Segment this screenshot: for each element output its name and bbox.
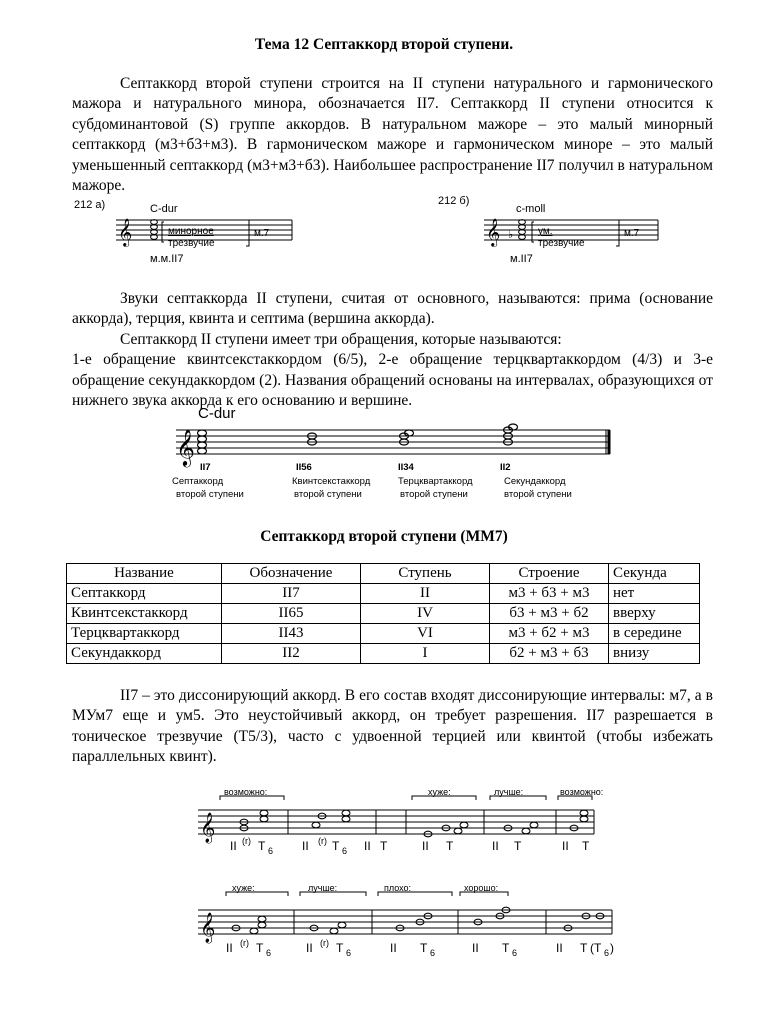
table-cell: Терцквартаккорд	[67, 624, 222, 644]
chord-symbol-4: II2	[500, 462, 511, 473]
example-label: хуже:	[232, 883, 255, 893]
table-cell: II7	[222, 584, 361, 604]
chord-label-1b: второй ступени	[176, 489, 244, 500]
table-row	[67, 624, 700, 644]
svg-text:T: T	[580, 941, 588, 955]
chord-symbol-1: II7	[200, 462, 211, 473]
example-row-1	[196, 784, 604, 866]
table-cell: VI	[361, 624, 490, 644]
example-212b-label1: ум.	[538, 226, 553, 237]
table-cell: IV	[361, 604, 490, 624]
svg-text:(r): (r)	[242, 836, 251, 846]
svg-text:): )	[610, 941, 614, 955]
example-212a-number: 212 а)	[74, 199, 106, 211]
svg-text:II: II	[302, 839, 309, 853]
table-cell: нет	[609, 584, 700, 604]
table-row	[67, 584, 700, 604]
table-cell: в середине	[609, 624, 700, 644]
page-title: Тема 12 Септаккорд второй ступени.	[254, 36, 514, 53]
example-212a-staff	[72, 196, 302, 268]
table-header: Ступень	[361, 564, 490, 584]
table-cell: б2 + м3 + б3	[490, 644, 609, 664]
svg-text:T: T	[514, 839, 522, 853]
svg-text:(r): (r)	[240, 938, 249, 948]
example-212a	[72, 196, 302, 268]
svg-text:6: 6	[268, 846, 274, 856]
example-label: возможно:	[224, 787, 268, 797]
table-cell: Секундаккорд	[67, 644, 222, 664]
resolution-paragraph	[72, 686, 713, 768]
example-212a-label1: минорное	[168, 226, 214, 237]
example-212b	[436, 192, 666, 268]
example-row-2	[196, 880, 616, 964]
intro-text: Септаккорд второй ступени строится на II ступени натурального и гармонического мажора и натурального минора, обозначается II7. Септаккорд II ступени относится к субдоминантовой (S) группе аккордов. В натуральном мажоре – это малый минорный септаккорд (м3+б3+м3). В гармоническом мажоре и гармоническом миноре – это малый уменьшенный септаккорд (м3+м3+б3). Наибольшее распространение II7 получил в натуральном мажоре.	[72, 75, 713, 195]
table-header: Секунда	[609, 564, 700, 584]
treble-clef-icon: 𝄞	[200, 912, 216, 942]
staff-key: C-dur	[198, 405, 236, 422]
chord-label-1a: Септаккорд	[172, 476, 224, 487]
table-cell: внизу	[609, 644, 700, 664]
chord-symbol-3: II34	[398, 462, 414, 473]
svg-text:II: II	[364, 839, 371, 853]
svg-text:6: 6	[346, 948, 352, 958]
example-212a-key: C-dur	[150, 203, 178, 215]
example-212b-key: c-moll	[516, 203, 546, 215]
sounds-paragraph	[72, 289, 713, 411]
table-cell: м3 + б2 + м3	[490, 624, 609, 644]
table-row	[67, 644, 700, 664]
table-cell: I	[361, 644, 490, 664]
svg-text:II: II	[306, 941, 313, 955]
svg-text:II: II	[390, 941, 397, 955]
svg-text:(r): (r)	[320, 938, 329, 948]
svg-text:II: II	[562, 839, 569, 853]
svg-text:T: T	[258, 839, 266, 853]
inversions-staff	[172, 404, 592, 508]
svg-text:II: II	[492, 839, 499, 853]
example-label: хорошо:	[464, 883, 499, 893]
example-212b-staff	[436, 192, 666, 268]
svg-text:T: T	[256, 941, 264, 955]
table-cell: II65	[222, 604, 361, 624]
chord-label-4a: Секундаккорд	[504, 476, 566, 487]
inversions-intro: Септаккорд II ступени имеет три обращения, которые называются:	[120, 330, 562, 348]
example-row-1-svg	[196, 784, 604, 866]
svg-text:II: II	[230, 839, 237, 853]
svg-text:6: 6	[342, 846, 348, 856]
chord-label-2b: второй ступени	[294, 489, 362, 500]
example-212b-interval: м.7	[624, 228, 640, 239]
table-header-row	[67, 564, 700, 584]
example-label: хуже:	[428, 787, 451, 797]
svg-text:6: 6	[512, 948, 518, 958]
example-label: возможно:	[560, 787, 604, 797]
svg-text:(T: (T	[590, 941, 602, 955]
chord-notes	[198, 424, 518, 454]
table-cell: Септаккорд	[67, 584, 222, 604]
table-cell: II	[361, 584, 490, 604]
svg-text:6: 6	[430, 948, 436, 958]
svg-text:II: II	[422, 839, 429, 853]
table-title: Септаккорд второй ступени (ММ7)	[260, 528, 508, 545]
chord-label-3a: Терцквартаккорд	[398, 476, 473, 487]
intro-paragraph	[72, 74, 713, 196]
chord-symbol-2: II56	[296, 462, 312, 473]
svg-text:(r): (r)	[318, 836, 327, 846]
table-cell: Квинтсекстаккорд	[67, 604, 222, 624]
svg-text:6: 6	[604, 948, 610, 958]
example-label: лучше:	[308, 883, 338, 893]
svg-text:T: T	[380, 839, 388, 853]
example-212b-number: 212 б)	[438, 195, 470, 207]
chord-label-3b: второй ступени	[400, 489, 468, 500]
table-cell: вверху	[609, 604, 700, 624]
example-row-2-svg	[196, 880, 616, 964]
svg-text:6: 6	[266, 948, 272, 958]
table-row	[67, 604, 700, 624]
example-212a-label2: трезвучие	[168, 238, 215, 249]
svg-text:T: T	[420, 941, 428, 955]
example-label: лучше:	[494, 787, 524, 797]
inversions-table	[66, 563, 700, 664]
inversions-text: 1-е обращение квинтсекстаккордом (6/5), 2-е обращение терцквартаккордом (4/3) и 3-е обращение секундаккордом (2). Названия обращений основаны на интервалах, образующихся от нижнего звука аккорда к его основанию и вершине.	[72, 351, 713, 410]
svg-text:T: T	[332, 839, 340, 853]
table-cell: б3 + м3 + б2	[490, 604, 609, 624]
flat-icon: ♭	[508, 229, 514, 241]
table-header: Обозначение	[222, 564, 361, 584]
svg-text:II: II	[556, 941, 563, 955]
svg-text:T: T	[446, 839, 454, 853]
svg-text:II: II	[472, 941, 479, 955]
table-header: Название	[67, 564, 222, 584]
treble-clef-icon: 𝄞	[486, 219, 501, 246]
svg-text:T: T	[502, 941, 510, 955]
treble-clef-icon: 𝄞	[176, 429, 195, 465]
treble-clef-icon: 𝄞	[118, 219, 133, 246]
chord-label-2a: Квинтсекстаккорд	[292, 476, 371, 487]
table-cell: II43	[222, 624, 361, 644]
table-cell: II2	[222, 644, 361, 664]
example-label: плохо:	[384, 883, 412, 893]
example-212a-chord: м.м.II7	[150, 253, 184, 265]
table-header: Строение	[490, 564, 609, 584]
resolution-text: II7 – это диссонирующий аккорд. В его состав входят диссонирующие интервалы: м7, а в МУм7 еще и ум5. Это неустойчивый аккорд, он требует разрешения. II7 разрешается в тоническое трезвучие (Т5/3), часто с удвоенной терцией или квинтой (чтобы избежать параллельных квинт).	[72, 687, 713, 766]
example-212a-interval: м.7	[254, 228, 270, 239]
chord-label-4b: второй ступени	[504, 489, 572, 500]
sounds-text: Звуки септаккорда II ступени, считая от основного, называются: прима (основание аккорда), терция, квинта и септима (вершина аккорда).	[72, 290, 713, 328]
svg-text:T: T	[582, 839, 590, 853]
table-cell: м3 + б3 + м3	[490, 584, 609, 604]
svg-text:T: T	[336, 941, 344, 955]
example-212b-label2: трезвучие	[538, 238, 585, 249]
example-212b-chord: м.II7	[510, 253, 533, 265]
treble-clef-icon: 𝄞	[200, 812, 216, 842]
svg-text:II: II	[226, 941, 233, 955]
